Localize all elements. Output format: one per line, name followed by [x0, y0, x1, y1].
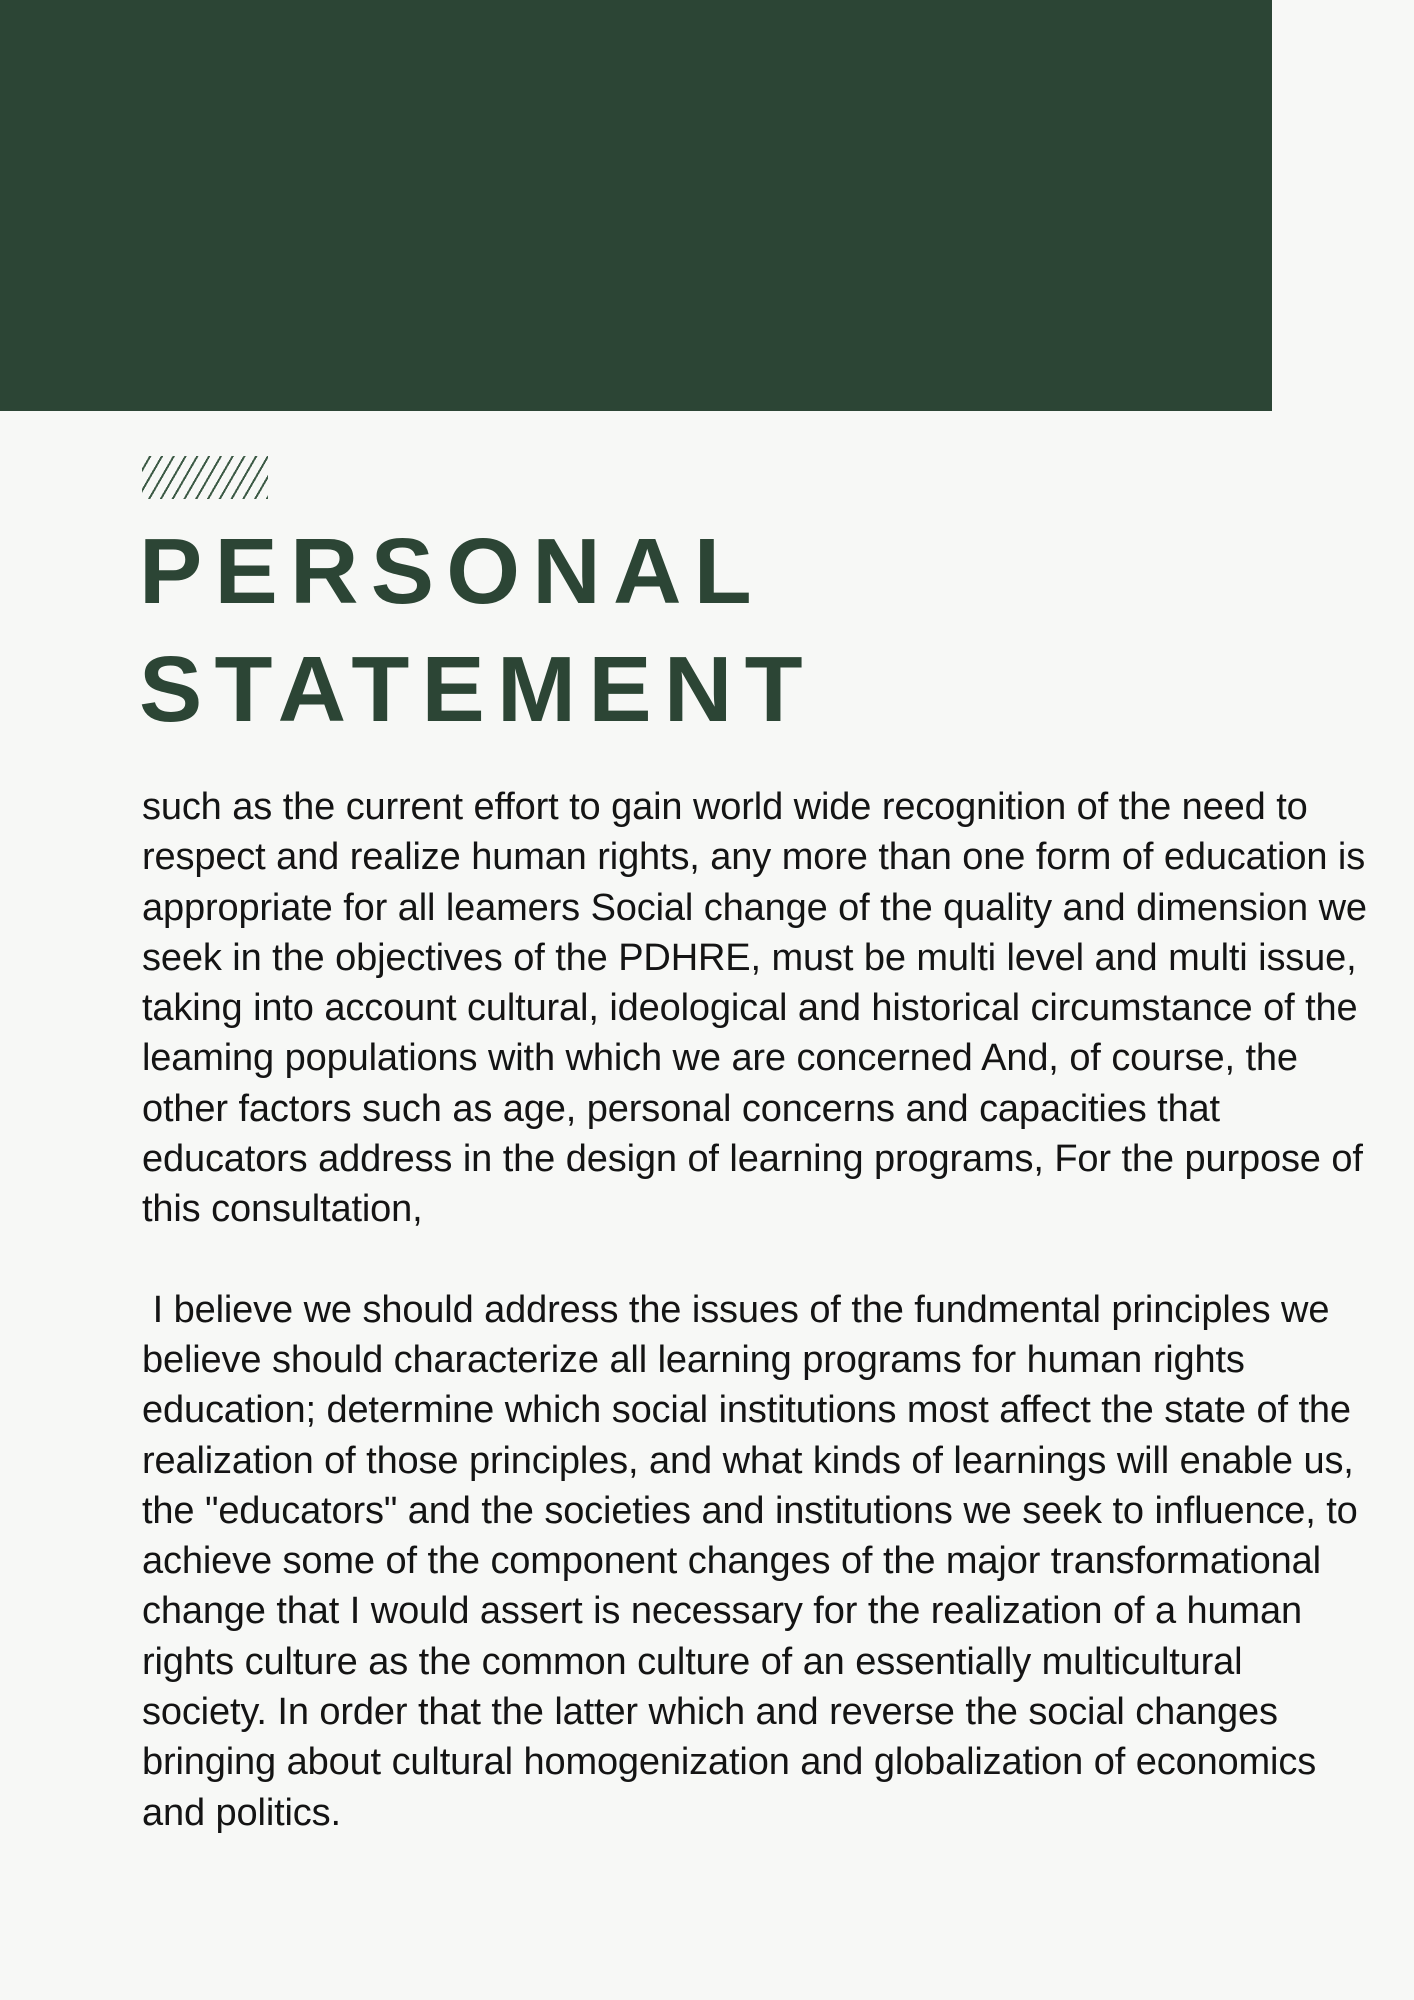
- body-paragraph-1: such as the current effort to gain world wide recognition of the need to respect and realize human rights, any more than one form of education is appropriate for all leamers Social change of the quality and dimension we seek in the objectives of the PDHRE, must be multi level and multi issue, taking into account cultural, ideological and historical circumstance of the leaming populations with which we are concerned And, of course, the other factors such as age, personal concerns and capacities that educators address in the design of learning programs, For the purpose of this consultation,: [142, 786, 1378, 1231]
- body-paragraph-2: I believe we should address the issues of the fundmental principles we believe should characterize all learning programs for human rights education; determine which social institutions most affect the state of the realization of those principles, and what kinds of learnings will enable us, the "educators" and the societies and institutions we seek to influence, to achieve some of the component changes of the major transformational change that I would assert is necessary for the realization of a human rights culture as the common culture of an essentially multicultural society. In order that the latter which and reverse the social changes bringing about cultural homogenization and globalization of economics and politics.: [142, 1288, 1369, 1834]
- page-title-line-1: PERSONAL: [139, 519, 764, 623]
- page-title-line-2: STATEMENT: [139, 637, 815, 741]
- page-title: [139, 512, 1319, 748]
- body-copy: [142, 782, 1378, 1838]
- diagonal-hatch-ornament-icon: [142, 456, 268, 499]
- paragraph-spacer: [142, 1235, 1374, 1285]
- header-green-band: [0, 0, 1272, 411]
